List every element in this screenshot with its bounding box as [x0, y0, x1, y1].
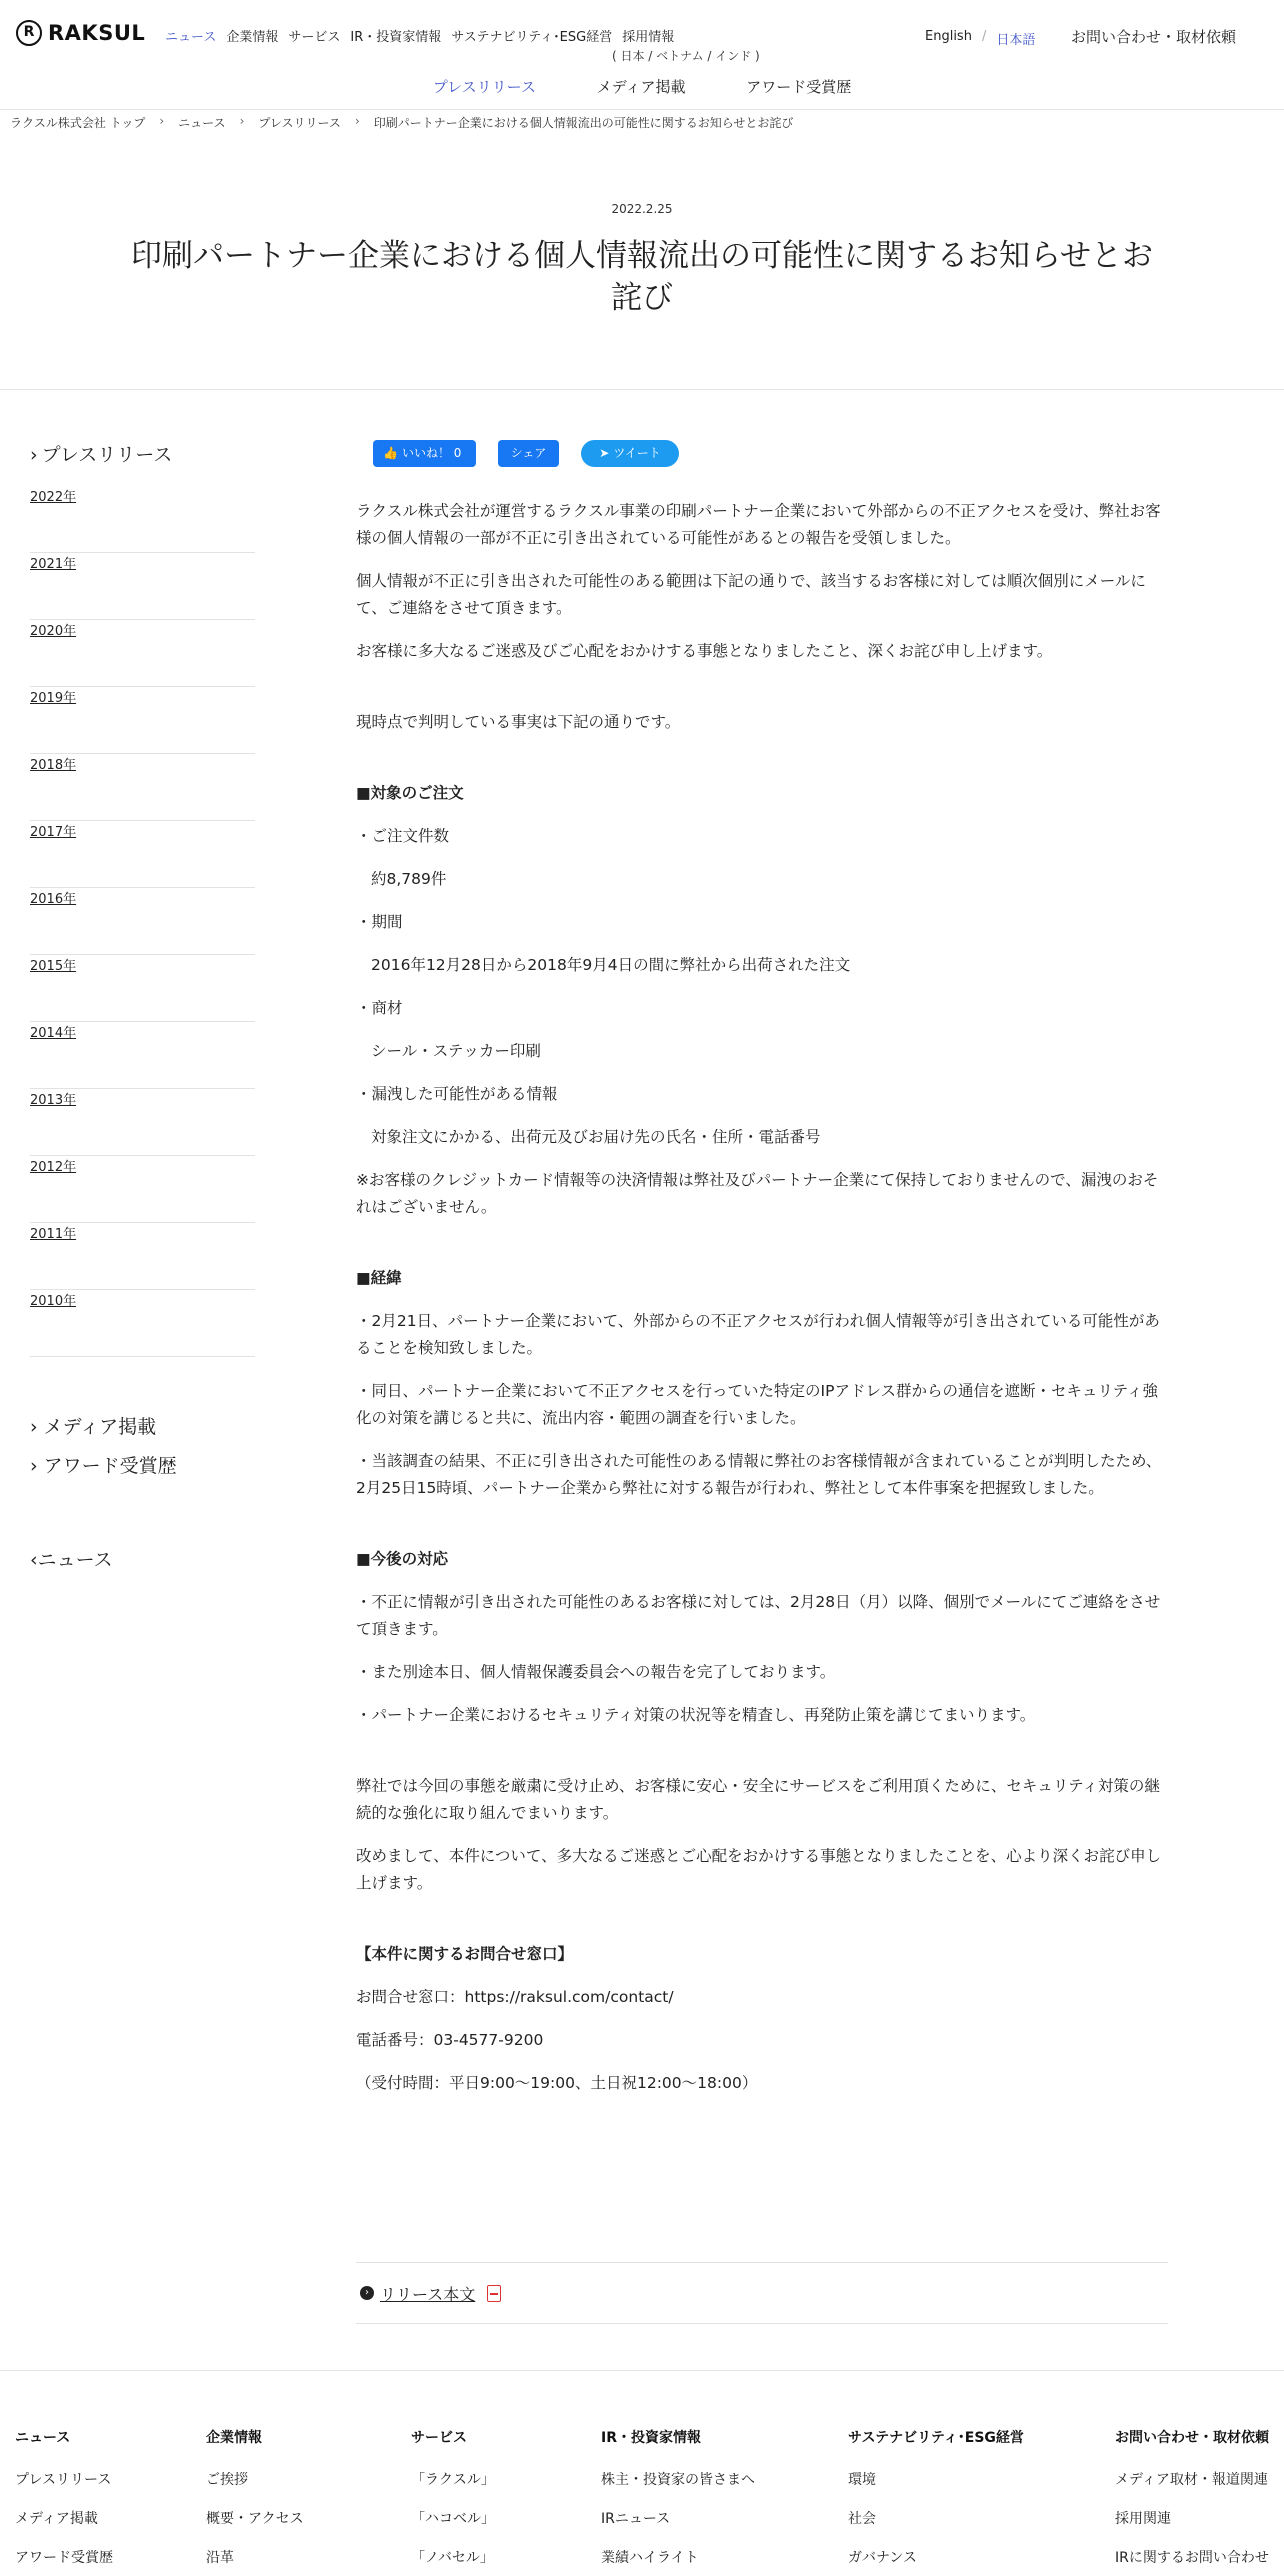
- article-date: 2022.2.25: [611, 202, 673, 216]
- sidebar-year-2011[interactable]: 2011年: [30, 1223, 255, 1290]
- chevron-left-icon: ‹: [30, 1549, 38, 1571]
- paragraph: ・また別途本日、個人情報保護委員会への報告を完了しております。: [356, 1663, 836, 1681]
- breadcrumb-chevron-icon: ›: [354, 114, 360, 128]
- contact-heading: 【本件に関するお問合せ窓口】: [356, 1945, 574, 1963]
- article-hero: [0, 180, 1284, 390]
- note: ※お客様のクレジットカード情報等の決済情報は弊社及びパートナー企業にて保持しておりませんので、漏洩のおそれはございません。: [356, 1171, 1159, 1216]
- footer-heading: サービス: [411, 2430, 467, 2446]
- breadcrumb: [10, 114, 793, 131]
- footer-heading: 企業情報: [206, 2430, 262, 2446]
- footer-link[interactable]: 採用関連: [1115, 2511, 1171, 2527]
- list-label: ・漏洩した可能性がある情報: [356, 1085, 558, 1103]
- sidebar-year-2021[interactable]: 2021年: [30, 553, 255, 620]
- raksul-logo-text: RAKSUL: [48, 21, 146, 45]
- sidebar-heading-label: プレスリリース: [41, 444, 173, 466]
- list-label: ・商材: [356, 999, 403, 1017]
- breadcrumb-news[interactable]: ニュース: [178, 116, 226, 130]
- list-value: 2016年12月28日から2018年9月4日の間に弊社から出荷された注文: [371, 956, 851, 974]
- sidebar-media-label: メディア掲載: [43, 1416, 157, 1438]
- footer-link[interactable]: メディア掲載: [15, 2511, 98, 2527]
- nav-recruit[interactable]: 採用情報: [622, 30, 675, 45]
- footer-link[interactable]: プレスリリース: [15, 2472, 112, 2488]
- sidebar-year-2010[interactable]: 2010年: [30, 1290, 255, 1357]
- footer-col-contact: [1115, 2427, 1269, 2568]
- sidebar-award-label: アワード受賞歴: [43, 1455, 177, 1477]
- footer-col-company: [206, 2427, 304, 2568]
- pdf-icon: [487, 2285, 501, 2302]
- footer-link[interactable]: 「ハコベル」: [411, 2511, 495, 2527]
- thumbs-up-icon: 👍: [383, 446, 398, 460]
- twitter-bird-icon: ➤: [599, 446, 610, 460]
- breadcrumb-current: 印刷パートナー企業における個人情報流出の可能性に関するお知らせとお詫び: [373, 116, 794, 130]
- news-subnav: [0, 76, 1284, 97]
- contact-link[interactable]: お問い合わせ・取材依頼: [1071, 28, 1237, 46]
- paragraph: ・同日、パートナー企業において不正アクセスを行っていた特定のIPアドレス群からの通信を遮断・セキュリティ強化の対策を講じると共に、流出内容・範囲の調査を行いました。: [356, 1382, 1158, 1427]
- sidebar-item-award[interactable]: [30, 1451, 177, 1490]
- sidebar-year-2016[interactable]: 2016年: [30, 888, 255, 955]
- footer-heading: IR・投資家情報: [601, 2430, 701, 2446]
- footer-link[interactable]: 「ノバセル」: [411, 2550, 494, 2566]
- footer-link[interactable]: ガバナンス: [848, 2550, 917, 2566]
- footer-heading: お問い合わせ・取材依頼: [1115, 2430, 1269, 2446]
- raksul-logo-mark-icon: R: [16, 20, 42, 46]
- arrow-circle-icon: ›: [360, 2286, 374, 2300]
- paragraph: ・当該調査の結果、不正に引き出された可能性のある情報に弊社のお客様情報が含まれていることが判明したため、2月25日15時頃、パートナー企業から弊社に対する報告が行われ、弊社として本件事案を把握致しました。: [356, 1452, 1162, 1497]
- sidebar-year-2020[interactable]: 2020年: [30, 620, 255, 687]
- page-title: 印刷パートナー企業における個人情報流出の可能性に関するお知らせとお詫び: [130, 238, 1154, 316]
- global-nav: [165, 26, 674, 45]
- release-pdf-link[interactable]: リリース本文: [380, 2284, 476, 2304]
- sidebar-year-2017[interactable]: 2017年: [30, 821, 255, 888]
- subnav-press-release[interactable]: プレスリリース: [432, 78, 536, 96]
- footer-heading: ニュース: [15, 2430, 71, 2446]
- paragraph: お客様に多大なるご迷惑及びご心配をおかけする事態となりましたこと、深くお詫び申し上げます。: [356, 642, 1053, 660]
- lang-japanese[interactable]: 日本語: [996, 33, 1036, 48]
- contact-tel: 電話番号：03-4577-9200: [356, 2031, 544, 2049]
- nav-ir[interactable]: IR・投資家情報: [350, 30, 442, 45]
- raksul-logo[interactable]: [16, 20, 145, 46]
- paragraph: 個人情報が不正に引き出された可能性のある範囲は下記の通りで、該当するお客様に対しては順次個別にメールにて、ご連絡をさせて頂きます。: [356, 572, 1146, 617]
- sidebar: [30, 440, 255, 1357]
- paragraph: ラクスル株式会社が運営するラクスル事業の印刷パートナー企業において外部からの不正アクセスを受け、弊社お客様の個人情報の一部が不正に引き出されている可能性があるとの報告を受領しました。: [356, 502, 1161, 547]
- lang-separator: /: [981, 29, 987, 44]
- paragraph: 弊社では今回の事態を厳粛に受け止め、お客様に安心・安全にサービスをご利用頂くために、セキュリティ対策の継続的な強化に取り組んでまいります。: [356, 1777, 1160, 1822]
- breadcrumb-top[interactable]: ラクスル株式会社 トップ: [10, 116, 146, 130]
- footer-link[interactable]: ご挨拶: [206, 2472, 248, 2488]
- year-list: [30, 486, 255, 1357]
- nav-service[interactable]: サービス: [288, 30, 341, 45]
- paragraph: ・2月21日、パートナー企業において、外部からの不正アクセスが行われ個人情報等が引き出されている可能性があることを検知致しました。: [356, 1312, 1160, 1357]
- footer-link[interactable]: メディア取材・報道関連: [1115, 2472, 1268, 2488]
- footer-col-news: [15, 2427, 113, 2568]
- footer-link[interactable]: 社会: [848, 2511, 876, 2527]
- breadcrumb-chevron-icon: ›: [159, 114, 165, 128]
- sidebar-back-news[interactable]: [30, 1545, 113, 1572]
- sidebar-year-2022[interactable]: 2022年: [30, 486, 255, 553]
- paragraph: 改めまして、本件について、多大なるご迷惑とご心配をおかけする事態となりましたことを、心より深くお詫び申し上げます。: [356, 1847, 1162, 1892]
- tweet-button[interactable]: [581, 440, 679, 467]
- facebook-like-button[interactable]: [373, 440, 476, 467]
- paragraph: 現時点で判明している事実は下記の通りです。: [356, 713, 681, 731]
- footer-link[interactable]: 沿革: [206, 2550, 234, 2566]
- chevron-right-icon: ›: [30, 1416, 44, 1438]
- footer-link[interactable]: 「ラクスル」: [411, 2472, 495, 2488]
- section-heading: ■対象のご注文: [356, 784, 464, 802]
- paragraph: ・パートナー企業におけるセキュリティ対策の状況等を精査し、再発防止策を講じてまいります。: [356, 1706, 1036, 1724]
- list-label: ・期間: [356, 913, 403, 931]
- share-buttons: [373, 440, 679, 467]
- footer-link[interactable]: アワード受賞歴: [15, 2550, 113, 2566]
- sidebar-back-label: ニュース: [37, 1549, 113, 1571]
- breadcrumb-press[interactable]: プレスリリース: [258, 116, 341, 130]
- breadcrumb-chevron-icon: ›: [239, 114, 245, 128]
- site-footer: [0, 2370, 1284, 2568]
- language-switcher: [925, 29, 1035, 48]
- section-heading: ■今後の対応: [356, 1550, 449, 1568]
- section-heading: ■経緯: [356, 1269, 402, 1287]
- list-value: 約8,789件: [371, 870, 447, 888]
- footer-link[interactable]: 業績ハイライト: [601, 2550, 699, 2566]
- footer-col-ir: [601, 2427, 755, 2568]
- subnav-award[interactable]: アワード受賞歴: [746, 78, 852, 96]
- footer-col-service: [411, 2427, 495, 2568]
- article-body: [356, 498, 1168, 2097]
- footer-link[interactable]: 概要・アクセス: [206, 2511, 304, 2527]
- footer-col-sustainability: [848, 2427, 1024, 2568]
- paragraph: ・不正に情報が引き出された可能性のあるお客様に対しては、2月28日（月）以降、個別でメールにてご連絡をさせて頂きます。: [356, 1593, 1161, 1638]
- tweet-label: ツイート: [613, 446, 661, 460]
- sidebar-links: [30, 1412, 177, 1490]
- site-header: [0, 0, 1284, 110]
- list-value: 対象注文にかかる、出荷元及びお届け先の氏名・住所・電話番号: [371, 1128, 821, 1146]
- footer-link[interactable]: 株主・投資家の皆さまへ: [601, 2472, 755, 2488]
- sidebar-year-2018[interactable]: 2018年: [30, 754, 255, 821]
- like-label: いいね！ 0: [401, 446, 462, 460]
- contact-hours: （受付時間：平日9:00〜19:00、土日祝12:00〜18:00）: [356, 2074, 758, 2092]
- footer-heading: サステナビリティ･ESG経営: [848, 2430, 1024, 2446]
- sidebar-year-2019[interactable]: 2019年: [30, 687, 255, 754]
- contact-url: お問合せ窓口：https://raksul.com/contact/: [356, 1988, 674, 2006]
- footer-link[interactable]: 環境: [848, 2472, 876, 2488]
- recruit-region-note: ( 日本 / ベトナム / インド ): [612, 49, 760, 63]
- nav-company[interactable]: 企業情報: [226, 30, 279, 45]
- subnav-media[interactable]: メディア掲載: [596, 78, 686, 96]
- chevron-right-icon: ›: [30, 1455, 44, 1477]
- sidebar-year-2013[interactable]: 2013年: [30, 1089, 255, 1156]
- footer-link[interactable]: IRに関するお問い合わせ: [1115, 2550, 1269, 2566]
- sidebar-year-2012[interactable]: 2012年: [30, 1156, 255, 1223]
- nav-news[interactable]: ニュース: [165, 30, 217, 45]
- facebook-share-button[interactable]: シェア: [498, 440, 559, 467]
- list-value: シール・ステッカー印刷: [371, 1042, 541, 1060]
- sidebar-year-2014[interactable]: 2014年: [30, 1022, 255, 1089]
- lang-english[interactable]: English: [925, 29, 972, 44]
- nav-sustainability[interactable]: サステナビリティ･ESG経営: [451, 30, 613, 45]
- sidebar-heading[interactable]: [30, 440, 255, 472]
- release-download: [356, 2262, 1168, 2324]
- sidebar-year-2015[interactable]: 2015年: [30, 955, 255, 1022]
- sidebar-item-media[interactable]: [30, 1412, 177, 1451]
- list-label: ・ご注文件数: [356, 827, 450, 845]
- footer-link[interactable]: IRニュース: [601, 2511, 671, 2527]
- chevron-right-icon: ›: [30, 444, 38, 466]
